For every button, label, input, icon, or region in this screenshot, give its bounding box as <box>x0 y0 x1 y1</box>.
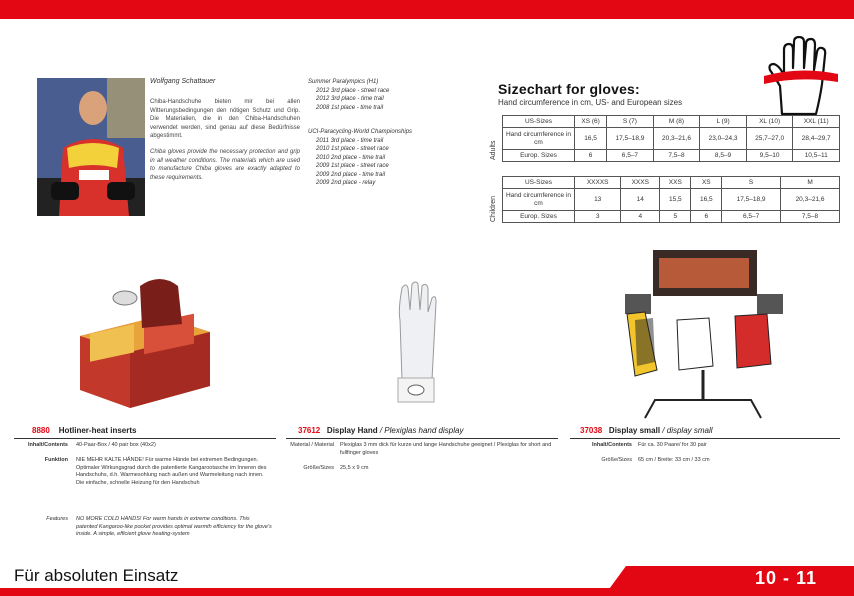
product-1-header <box>32 426 272 436</box>
product-2-name-en: Plexiglas hand display <box>384 426 464 435</box>
product-3-label-size: Größe/Sizes <box>601 457 632 463</box>
product-3-contents: Für ca. 30 Paare/ for 30 pair <box>638 442 707 448</box>
product-1-label-features: Features <box>46 516 68 522</box>
row-label: Hand circumference in cm <box>503 128 575 150</box>
product-3-name: Display small <box>608 426 661 435</box>
table-cell: 23,0–24,3 <box>700 128 747 150</box>
hand-measure-icon <box>760 36 842 122</box>
table-cell: 6 <box>575 150 607 162</box>
table-cell: 6,5–7 <box>607 150 654 162</box>
children-label: Children <box>490 195 497 222</box>
page-numbers: 10 - 11 <box>755 568 818 588</box>
table-cell: 6,5–7 <box>722 211 781 223</box>
table-cell: 10,5–11 <box>793 150 840 162</box>
product-1-function: NIE MEHR KALTE HÄNDE! Für warme Hände bei extremen Bedingungen. Optimaler Wirkungsgrad durch die patentierte Kangarootasche im Inneren des Handschuhs, d.h. Warmesohlung nach außen und Warmeleitung nach innen. Die einfache, schnelle Heizung für den Handschuh <box>76 457 267 486</box>
table-cell: 20,3–21,6 <box>653 128 700 150</box>
top-red-bar <box>0 0 854 19</box>
sizechart-children-table <box>502 176 840 223</box>
sizechart-subtitle: Hand circumference in cm, US- and European sizes <box>498 98 683 107</box>
result-item: 2012 3rd place - street race <box>316 87 390 94</box>
table-cell: M <box>781 177 840 189</box>
sizechart-title: Sizechart for gloves: <box>498 81 640 97</box>
product-2-size: 25,5 x 9 cm <box>340 465 369 471</box>
product-1-label-contents: Inhalt/Contents <box>27 442 68 448</box>
table-cell: 16,5 <box>575 128 607 150</box>
product-1-code: 8880 <box>32 426 50 435</box>
result-item: 2010 2nd place - time trail <box>316 154 386 161</box>
row-label: US-Sizes <box>503 116 575 128</box>
table-cell: 5 <box>660 211 691 223</box>
table-cell: L (9) <box>700 116 747 128</box>
table-row <box>503 128 840 150</box>
results-group-1 <box>308 78 389 112</box>
product-1-name: Hotliner-heat inserts <box>58 426 137 435</box>
table-row <box>503 150 840 162</box>
table-cell: 15,5 <box>660 189 691 211</box>
athlete-photo <box>37 78 145 216</box>
result-item: 2009 2nd place - time trail <box>316 171 386 178</box>
product-1-divider <box>14 438 276 439</box>
product-1-contents: 40-Paar-Box / 40 pair box (40x2) <box>76 442 156 448</box>
row-label: Europ. Sizes <box>503 211 575 223</box>
product-2-label-material: Material / Material <box>290 442 334 448</box>
table-cell: XS (6) <box>575 116 607 128</box>
product-1-label-function: Funktion <box>44 457 68 463</box>
product-2-label-size: Größe/Sizes <box>303 465 334 471</box>
result-item: 2009 2nd place - relay <box>316 180 376 186</box>
result-item: 2012 3rd place - time trail <box>316 96 384 102</box>
table-row <box>503 177 840 189</box>
table-cell: 9,5–10 <box>746 150 793 162</box>
footer-title: Für absoluten Einsatz <box>14 566 179 585</box>
results-group-2-title: UCI-Paracycling-World Championships <box>308 129 413 135</box>
product-image-display-hand <box>380 280 450 420</box>
athlete-quote-de: Chiba-Handschuhe bieten mir bei allen Witterungsbedingungen den nötigen Schutz und Grip. Die Materialien, die in den Chiba-Handschuhen verwendet werden, sind genau auf diese Bedürfnisse abgestimmt. <box>150 99 300 139</box>
table-cell: 4 <box>621 211 660 223</box>
adults-label: Adults <box>490 140 497 160</box>
table-cell: XS <box>691 177 722 189</box>
table-cell: M (8) <box>653 116 700 128</box>
results-group-1-title: Summer Paralympics (H1) <box>308 79 379 85</box>
product-2-header: 37612 Display Hand / Plexiglas hand display <box>298 426 464 435</box>
table-row <box>503 211 840 223</box>
table-cell: 16,5 <box>691 189 722 211</box>
product-3-code: 37038 <box>580 426 603 435</box>
table-cell: 3 <box>575 211 621 223</box>
table-cell: XXL (11) <box>793 116 840 128</box>
results-group-2 <box>308 128 412 188</box>
table-cell: 7,5–8 <box>781 211 840 223</box>
athlete-name: Wolfgang Schattauer <box>150 78 216 85</box>
product-3-size: 65 cm / Breite: 33 cm / 33 cm <box>638 457 710 463</box>
product-image-display-small <box>615 250 790 420</box>
row-label: US-Sizes <box>503 177 575 189</box>
product-2-code: 37612 <box>298 426 321 435</box>
table-cell: 17,5–18,9 <box>607 128 654 150</box>
table-cell: S (7) <box>607 116 654 128</box>
result-item: 2011 3rd place - time trail <box>316 137 384 144</box>
product-2-divider <box>286 438 558 439</box>
table-cell: XXXS <box>621 177 660 189</box>
product-image-heat-inserts <box>70 276 220 416</box>
table-cell: XL (10) <box>746 116 793 128</box>
table-cell: 13 <box>575 189 621 211</box>
product-3-name-en: display small <box>666 426 713 435</box>
table-cell: 7,5–8 <box>653 150 700 162</box>
table-row <box>503 189 840 211</box>
table-cell: 6 <box>691 211 722 223</box>
table-cell: 20,3–21,6 <box>781 189 840 211</box>
table-cell: 25,7–27,0 <box>746 128 793 150</box>
product-3-header: 37038 Display small / display small <box>580 426 713 435</box>
table-cell: S <box>722 177 781 189</box>
product-3-divider <box>570 438 840 439</box>
product-2-name: Display Hand <box>326 426 378 435</box>
table-cell: 14 <box>621 189 660 211</box>
table-cell: XXS <box>660 177 691 189</box>
product-1-features: NO MORE COLD HANDS! For warm hands in extreme conditions. This patented Kangaroo-like pocket provides optimal warmth efficiency for the glove's inside. A simple, efficient glove heating-system <box>76 516 272 537</box>
row-label: Europ. Sizes <box>503 150 575 162</box>
product-3-label-contents: Inhalt/Contents <box>591 442 632 448</box>
result-item: 2009 1st place - street race <box>316 163 389 169</box>
table-cell: 17,5–18,9 <box>722 189 781 211</box>
row-label: Hand circumference in cm <box>503 189 575 211</box>
product-2-material: Plexiglas 3 mm dick für kurze und lange Handschuhe geeignet / Plexiglas for short and fullfinger gloves <box>340 442 552 456</box>
result-item: 2010 1st place - street race <box>316 146 389 152</box>
table-cell: 28,4–29,7 <box>793 128 840 150</box>
result-item: 2008 1st place - time trail <box>316 104 384 111</box>
table-row <box>503 116 840 128</box>
table-cell: 8,5–9 <box>700 150 747 162</box>
athlete-quote-en: Chiba gloves provide the necessary protection and grip in all weather conditions. The materials which are used to manufacture Chiba gloves are exactly adapted to these requirements. <box>150 149 300 181</box>
table-cell: XXXXS <box>575 177 621 189</box>
sizechart-adults-table <box>502 115 840 162</box>
